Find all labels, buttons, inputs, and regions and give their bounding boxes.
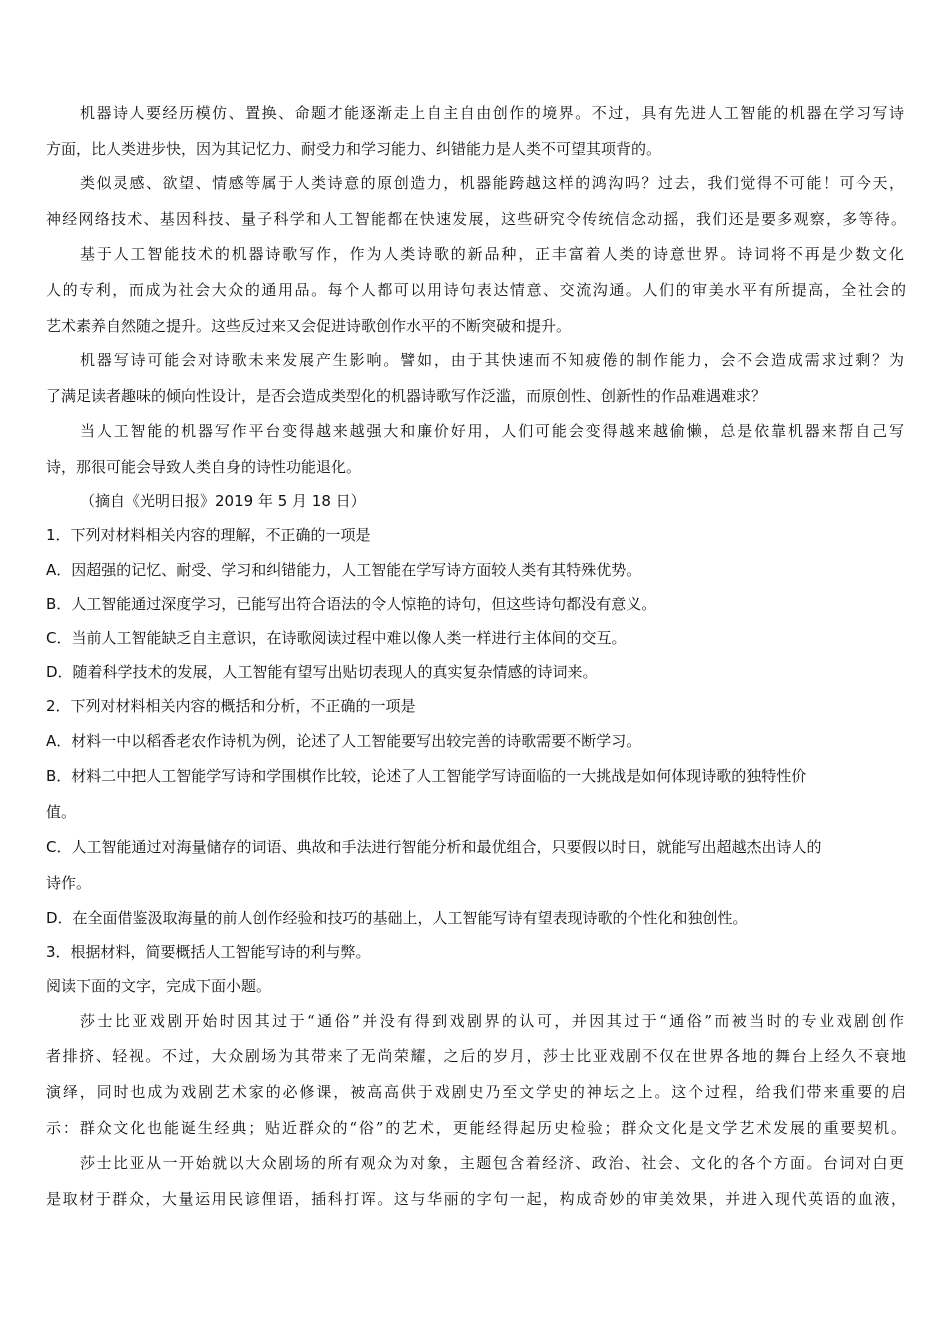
passage-a-line: 艺术素养自然随之提升。这些反过来又会促进诗歌创作水平的不断突破和提升。 [46, 317, 572, 335]
passage-a-line: 神经网络技术、基因科技、量子科学和人工智能都在快速发展，这些研究令传统信念动摇，我们还是要多观察，多等待。 [46, 210, 906, 228]
passage-a-line: 基于人工智能技术的机器诗歌写作，作为人类诗歌的新品种，正丰富着人类的诗意世界。诗词将不再是少数文化 [80, 245, 904, 263]
passage-b-line: 者排挤、轻视。不过，大众剧场为其带来了无尚荣耀，之后的岁月，莎士比亚戏剧不仅在世界各地的舞台上经久不衰地 [46, 1047, 906, 1065]
question-2-option-b: B．材料二中把人工智能学写诗和学围棋作比较，论述了人工智能学写诗面临的一大挑战是如何体现诗歌的独特性价 [46, 767, 807, 785]
question-1-option-b: B．人工智能通过深度学习，已能写出符合语法的令人惊艳的诗句，但这些诗句都没有意义。 [46, 595, 657, 613]
passage-a-line: 诗，那很可能会导致人类自身的诗性功能退化。 [46, 458, 362, 476]
question-1-option-a: A．因超强的记忆、耐受、学习和纠错能力，人工智能在学写诗方面较人类有其特殊优势。 [46, 561, 642, 579]
passage-b-line: 演绎，同时也成为戏剧艺术家的必修课，被高高供于戏剧史乃至文学史的神坛之上。这个过程，给我们带来重要的启 [46, 1083, 906, 1101]
question-2-option-d: D．在全面借鉴汲取海量的前人创作经验和技巧的基础上，人工智能写诗有望表现诗歌的个性化和独创性。 [46, 909, 748, 927]
question-2-option-c: C．人工智能通过对海量储存的词语、典故和手法进行智能分析和最优组合，只要假以时日，就能写出超越杰出诗人的 [46, 838, 822, 856]
passage-a-line: 人的专利，而成为社会大众的通用品。每个人都可以用诗句表达情意、交流沟通。人们的审美水平有所提高，全社会的 [46, 281, 906, 299]
question-1-stem: 1．下列对材料相关内容的理解，不正确的一项是 [46, 526, 371, 544]
question-1-option-c: C．当前人工智能缺乏自主意识，在诗歌阅读过程中难以像人类一样进行主体间的交互。 [46, 629, 627, 647]
passage-a-line: 方面，比人类进步快，因为其记忆力、耐受力和学习能力、纠错能力是人类不可望其项背的。 [46, 140, 662, 158]
passage-a-line: 机器诗人要经历模仿、置换、命题才能逐渐走上自主自由创作的境界。不过，具有先进人工智能的机器在学习写诗 [80, 104, 904, 122]
passage-b-line: 是取材于群众，大量运用民谚俚语，插科打诨。这与华丽的字句一起，构成奇妙的审美效果，并进入现代英语的血液， [46, 1190, 906, 1208]
question-2-option-b-cont: 值。 [46, 803, 77, 821]
passage-a-line: 机器写诗可能会对诗歌未来发展产生影响。譬如，由于其快速而不知疲倦的制作能力，会不会造成需求过剩？为 [80, 351, 904, 369]
question-3-stem: 3．根据材料，简要概括人工智能写诗的利与弊。 [46, 943, 371, 961]
passage-a-line: 了满足读者趣味的倾向性设计，是否会造成类型化的机器诗歌写作泛滥，而原创性、创新性的作品难遇难求？ [46, 387, 767, 405]
source-citation: （摘自《光明日报》2019 年 5 月 18 日） [80, 492, 366, 510]
question-2-stem: 2．下列对材料相关内容的概括和分析，不正确的一项是 [46, 697, 416, 715]
passage-b-line: 莎士比亚戏剧开始时因其过于“通俗”并没有得到戏剧界的认可，并因其过于“通俗”而被当时的专业戏剧创作 [80, 1012, 904, 1030]
passage-b-line: 莎士比亚从一开始就以大众剧场的所有观众为对象，主题包含着经济、政治、社会、文化的各个方面。台词对白更 [80, 1154, 904, 1172]
question-2-option-c-cont: 诗作。 [46, 874, 92, 892]
passage-a-line: 类似灵感、欲望、情感等属于人类诗意的原创造力，机器能跨越这样的鸿沟吗？过去，我们觉得不可能！可今天， [80, 174, 904, 192]
reading-instruction: 阅读下面的文字，完成下面小题。 [46, 977, 272, 995]
question-2-option-a: A．材料一中以稻香老农作诗机为例，论述了人工智能要写出较完善的诗歌需要不断学习。 [46, 732, 642, 750]
question-1-option-d: D．随着科学技术的发展，人工智能有望写出贴切表现人的真实复杂情感的诗词来。 [46, 663, 598, 681]
passage-a-line: 当人工智能的机器写作平台变得越来越强大和廉价好用，人们可能会变得越来越偷懒，总是依靠机器来帮自己写 [80, 422, 904, 440]
passage-b-line: 示：群众文化也能诞生经典；贴近群众的“俗”的艺术，更能经得起历史检验；群众文化是文学艺术发展的重要契机。 [46, 1119, 906, 1137]
